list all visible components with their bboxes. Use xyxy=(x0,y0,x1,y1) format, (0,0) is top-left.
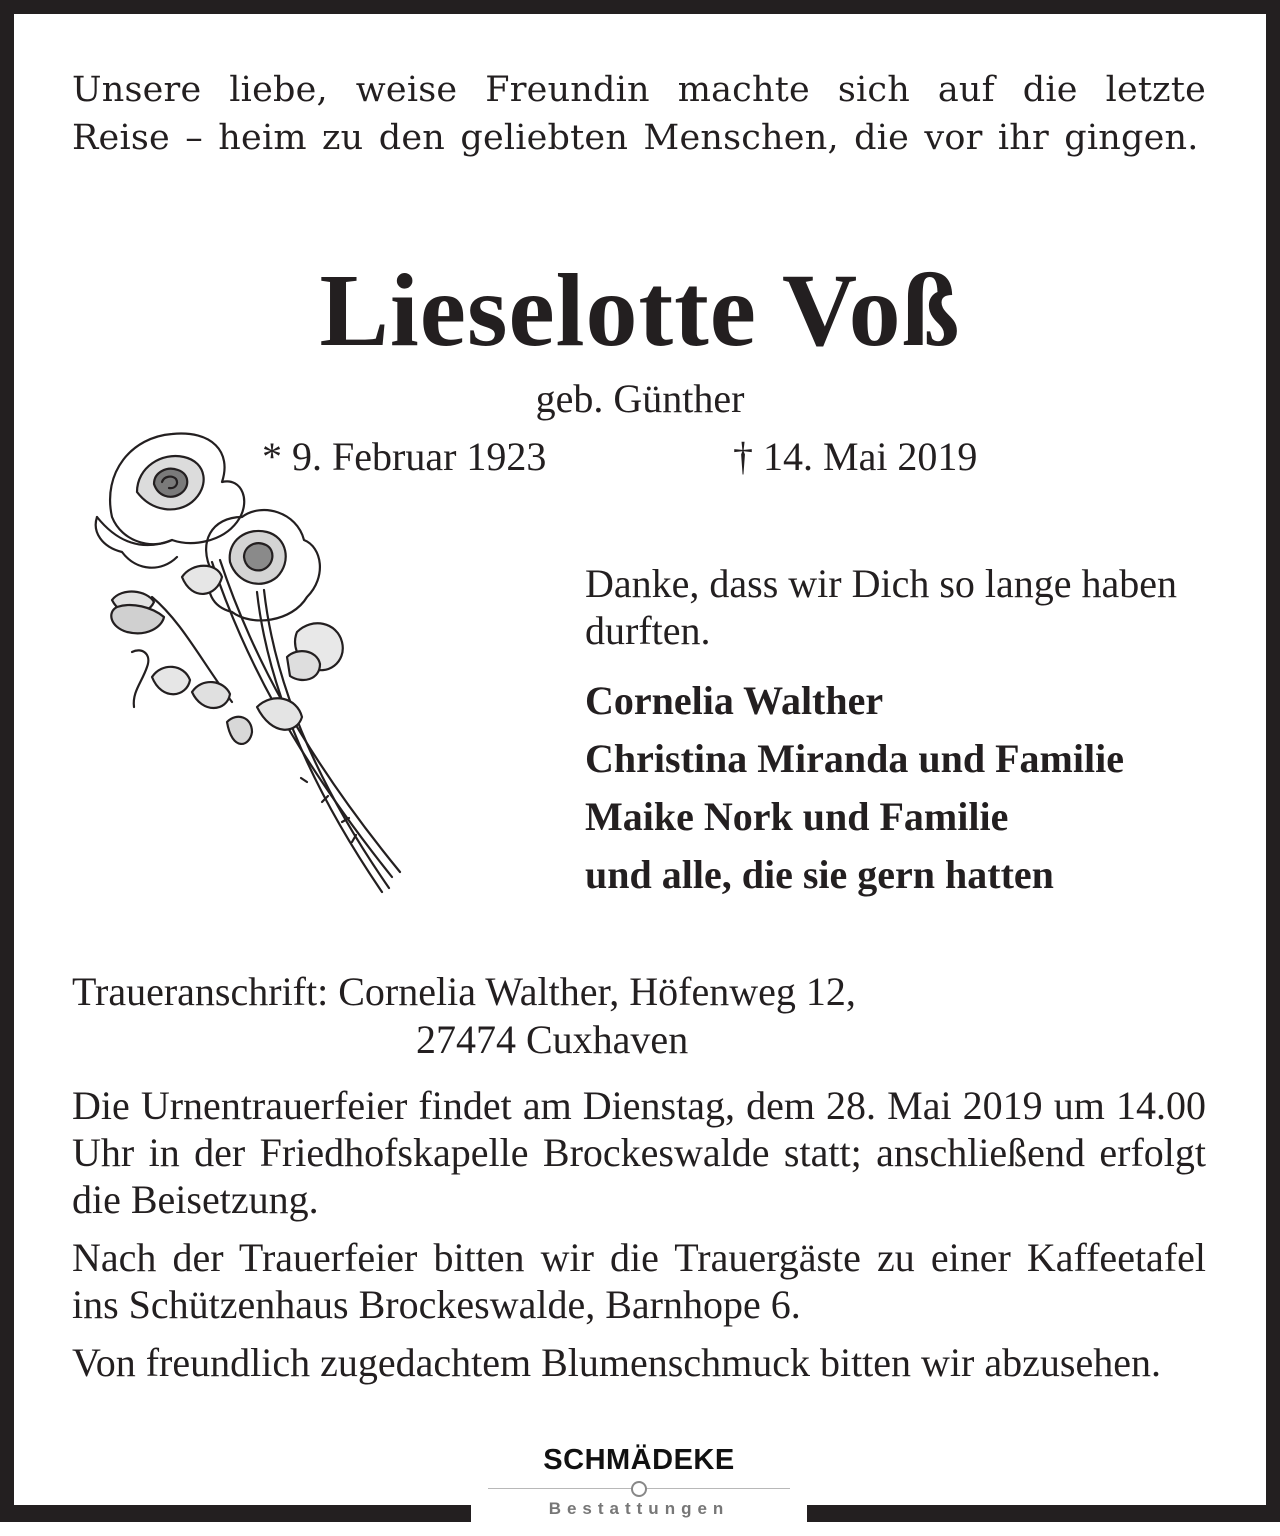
mourning-address xyxy=(72,968,856,1064)
reception-paragraph: Nach der Trauerfeier bitten wir die Trauergäste zu einer Kaffeetafel ins Schützenhaus Brockeswalde, Barnhope 6. xyxy=(72,1235,1206,1327)
mourner-item: Christina Miranda und Familie xyxy=(585,736,1124,781)
address-line-1: Traueranschrift: Cornelia Walther, Höfenweg 12, xyxy=(72,969,856,1014)
thanks-text: Danke, dass wir Dich so lange haben durften. xyxy=(585,561,1178,653)
flowers-paragraph: Von freundlich zugedachtem Blumenschmuck bitten wir abzusehen. xyxy=(72,1340,1161,1385)
address-line-2: 27474 Cuxhaven xyxy=(416,1017,689,1062)
logo-name: SCHMÄDEKE xyxy=(543,1444,735,1476)
funeral-home-logo xyxy=(486,1444,792,1536)
frame-border-right xyxy=(1266,0,1280,1522)
death-date: † 14. Mai 2019 xyxy=(733,434,978,479)
frame-border-bottom-right xyxy=(807,1505,1280,1522)
frame-border-top xyxy=(0,0,1280,14)
birth-date: * 9. Februar 1923 xyxy=(262,434,547,479)
maiden-name: geb. Günther xyxy=(535,376,745,421)
mourners-list xyxy=(585,672,1245,904)
ceremony-paragraph: Die Urnentrauerfeier findet am Dienstag, dem 28. Mai 2019 um 14.00 Uhr in der Friedhofskapelle Brockeswalde statt; anschließend erfolgt die Beisetzung. xyxy=(72,1083,1206,1222)
frame-border-left xyxy=(0,0,14,1522)
intro-text: Unsere liebe, weise Freundin machte sich auf die letzte Reise – heim zu den geliebten Menschen, die vor ihr gingen. xyxy=(72,70,1206,158)
mourner-item: Cornelia Walther xyxy=(585,678,884,723)
mourner-item: Maike Nork und Familie xyxy=(585,794,1009,839)
frame-border-bottom-left xyxy=(0,1505,471,1522)
logo-subtitle: Bestattungen xyxy=(548,1499,730,1518)
rose-icon xyxy=(92,422,402,897)
logo-divider xyxy=(486,1478,792,1498)
mourner-item: und alle, die sie gern hatten xyxy=(585,852,1054,897)
knot-ornament-icon xyxy=(631,1481,647,1497)
deceased-name: Lieselotte Voß xyxy=(319,253,961,368)
